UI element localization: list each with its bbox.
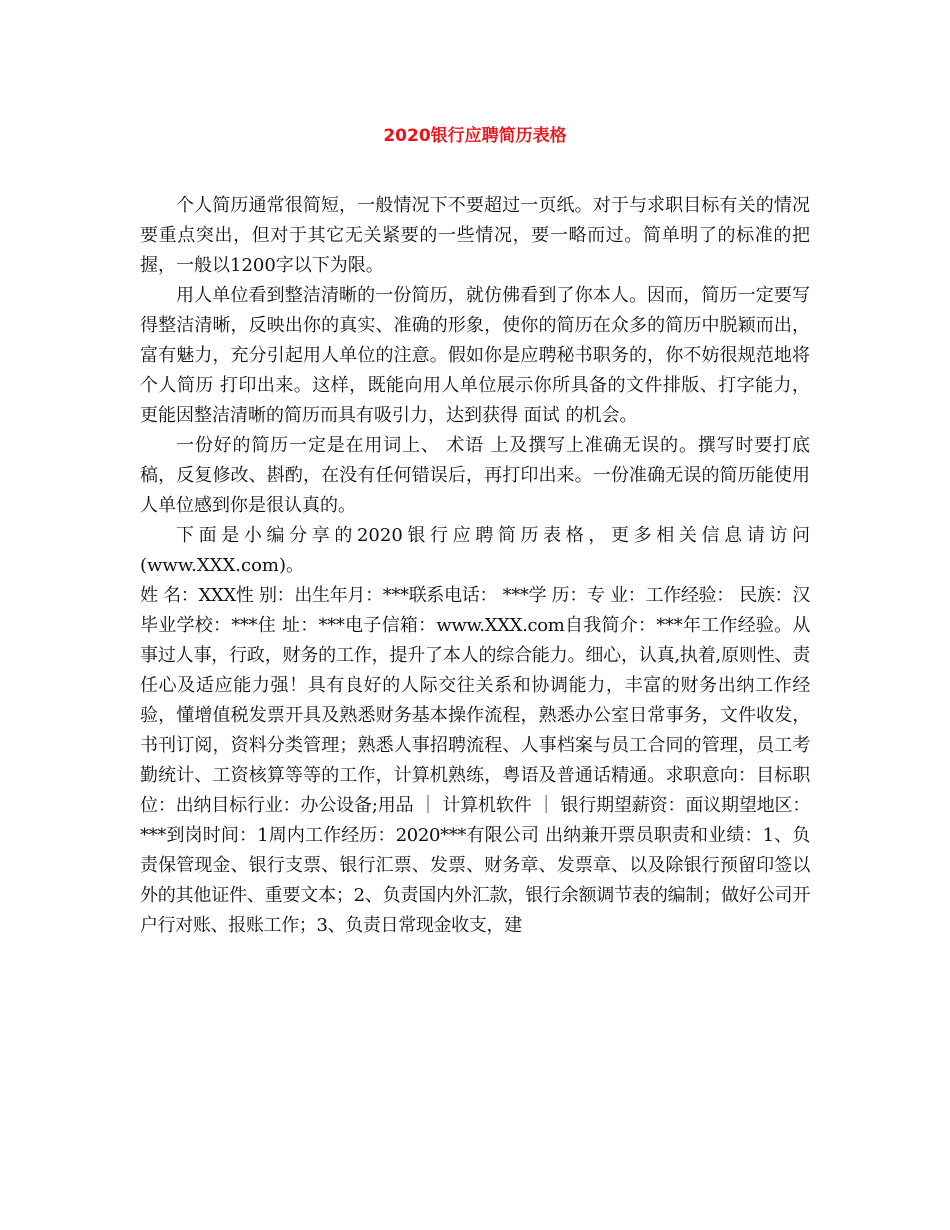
paragraph-intro-link: 下面是小编分享的2020银行应聘简历表格，更多相关信息请访问(www.XXX.com)。 [140,525,810,576]
document-title: 2020银行应聘简历表格 [383,126,567,146]
paragraph-resume-form: 姓 名：XXX性 别：出生年月：***联系电话： ***学 历：专 业：工作经验： 民族：汉毕业学校：***住 址：***电子信箱：www.XXX.com自我简介：***年工作经验。从事过人事，行政，财务的工作，提升了本人的综合能力。细心，认真,执着,原则性、责任心及适应能力强！具有良好的人际交往关系和协调能力，丰富的财务出纳工作经验，懂增值税发票开具及熟悉财务基本操作流程，熟悉办公室日常事务，文件收发，书刊订阅，资料分类管理；熟悉人事招聘流程、人事档案与员工合同的管理，员工考勤统计、工资核算等等的工作，计算机熟练，粤语及普通话精通。求职意向：目标职位：出纳目标行业：办公设备;用品 ｜ 计算机软件 ｜ 银行期望薪资：面议期望地区：***到岗时间：1周内工作经历：2020***有限公司 出纳兼开票员职责和业绩：1、负责保管现金、银行支票、银行汇票、发票、财务章、发票章、以及除银行预留印签以外的其他证件、重要文本；2、负责国内外汇款，银行余额调节表的编制；做好公司开户行对账、报账工作；3、负责日常现金收支，建 [140,585,810,936]
paragraph-resume-length: 个人简历通常很简短，一般情况下不要超过一页纸。对于与求职目标有关的情况要重点突出，但对于其它无关紧要的一些情况，要一略而过。简单明了的标准的把握，一般以1200字以下为限。 [140,195,810,276]
paragraph-resume-accuracy: 一份好的简历一定是在用词上、 术语 上及撰写上准确无误的。撰写时要打底稿，反复修改、斟酌，在没有任何错误后，再打印出来。一份准确无误的简历能使用人单位感到你是很认真的。 [140,435,810,516]
document-body [140,191,810,941]
paragraph-resume-neatness: 用人单位看到整洁清晰的一份简历，就仿佛看到了你本人。因而，简历一定要写得整洁清晰，反映出你的真实、准确的形象，使你的简历在众多的简历中脱颖而出，富有魅力，充分引起用人单位的注意。假如你是应聘秘书职务的，你不妨很规范地将个人简历 打印出来。这样，既能向用人单位展示你所具备的文件排版、打字能力，更能因整洁清晰的简历而具有吸引力，达到获得 面试 的机会。 [140,285,810,426]
